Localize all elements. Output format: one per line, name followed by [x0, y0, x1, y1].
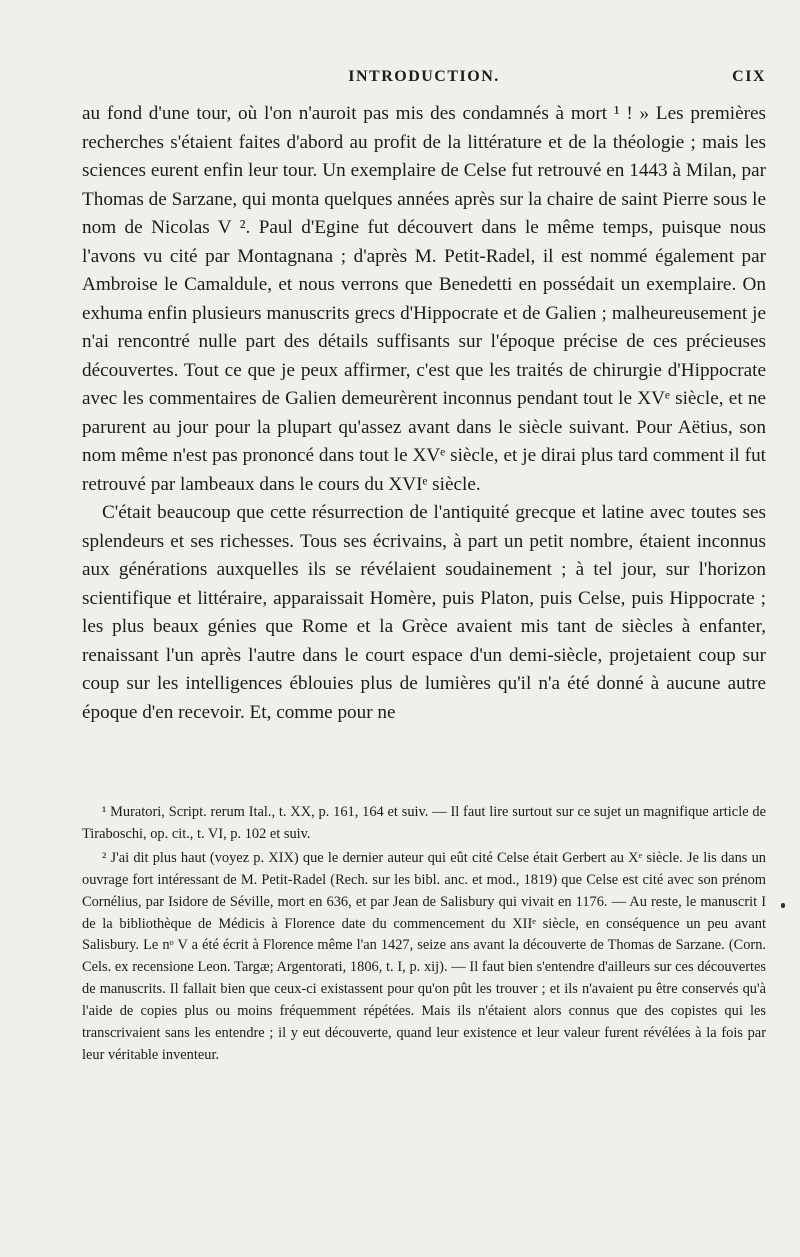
- page-number: CIX: [732, 68, 766, 85]
- main-text: [82, 100, 766, 727]
- running-title: INTRODUCTION.: [348, 68, 500, 85]
- footnote-1: ¹ Muratori, Script. rerum Ital., t. XX, p. 161, 164 et suiv. — Il faut lire surtout sur ce sujet un magnifique article de Tiraboschi, op. cit., t. VI, p. 102 et suiv.: [82, 804, 766, 842]
- footnote-2: ² J'ai dit plus haut (voyez p. XIX) que le dernier auteur qui eût cité Celse était Gerbert au Xᵉ siècle. Je lis dans un ouvrage fort intéressant de M. Petit-Radel (Rech. sur les bibl. anc. et mod., 1819) que Celse est cité avec son prénom Cornélius, par Isidore de Séville, mort en 636, et par Jean de Salisbury qui vivait en 1176. — Au reste, le manuscrit I de la bibliothèque de Médicis à Florence date du commencement du XIIᵉ siècle, en conséquence un peu avant Salisbury. Le nᵒ V a été écrit à Florence même l'an 1427, seize ans avant la découverte de Thomas de Sarzane. (Corn. Cels. ex recensione Leon. Targæ; Argentorati, 1806, t. I, p. xij). — Il faut bien s'entendre d'ailleurs sur ces découvertes de manuscrits. Il fallait bien que ceux-ci existassent pour qu'on pût les trouver ; et ils n'avaient pu être conservés qu'à l'aide de copies plus ou moins fréquemment répétées. Mais ils n'étaient alors connus que des copistes qui les transcrivaient sans les entendre ; il y eut découverte, quand leur existence et leur valeur furent révélées à la fois par leur véritable inventeur.: [82, 849, 766, 1063]
- ink-speck: [781, 903, 785, 908]
- page-header: [82, 68, 766, 92]
- paragraph-2: C'était beaucoup que cette résurrection de l'antiquité grecque et latine avec toutes ses splendeurs et ses richesses. Tous ses écrivains, à part un petit nombre, étaient inconnus aux générations auxquelles ils se révélaient soudainement ; à tel jour, sur l'horizon scientifique et littéraire, apparaissait Homère, puis Platon, puis Celse, puis Hippocrate ; les plus beaux génies que Rome et la Grèce avaient mis tant de siècles à enfanter, renaissant l'un après l'autre dans le court espace d'un demi-siècle, projetaient coup sur coup sur les intelligences éblouies plus de lumières qu'il n'a été donné à aucune autre époque d'en recevoir. Et, comme pour ne: [82, 502, 766, 723]
- footnotes: [82, 802, 766, 1069]
- paragraph-1: au fond d'une tour, où l'on n'auroit pas mis des condamnés à mort ¹ ! » Les premières recherches s'étaient faites d'abord au profit de la littérature et de la théologie ; mais les sciences eurent enfin leur tour. Un exemplaire de Celse fut retrouvé en 1443 à Milan, par Thomas de Sarzane, qui monta quelques années après sur la chaire de saint Pierre sous le nom de Nicolas V ². Paul d'Egine fut découvert dans le même temps, puisque nous l'avons vu cité par Montagnana ; d'après M. Petit-Radel, il est nommé également par Ambroise le Camaldule, et nous verrons que Benedetti en possédait un exemplaire. On exhuma enfin plusieurs manuscrits grecs d'Hippocrate et de Galien ; malheureusement je n'ai rencontré nulle part des détails suffisants sur l'époque précise de ces précieuses découvertes. Tout ce que je peux affirmer, c'est que les traités de chirurgie d'Hippocrate avec les commentaires de Galien demeurèrent inconnus pendant tout le XVᵉ siècle, et ne parurent au jour pour la plupart qu'assez avant dans le siècle suivant. Pour Aëtius, son nom même n'est pas prononcé dans tout le XVᵉ siècle, et je dirai plus tard comment il fut retrouvé par lambeaux dans le cours du XVIᵉ siècle.: [82, 103, 766, 495]
